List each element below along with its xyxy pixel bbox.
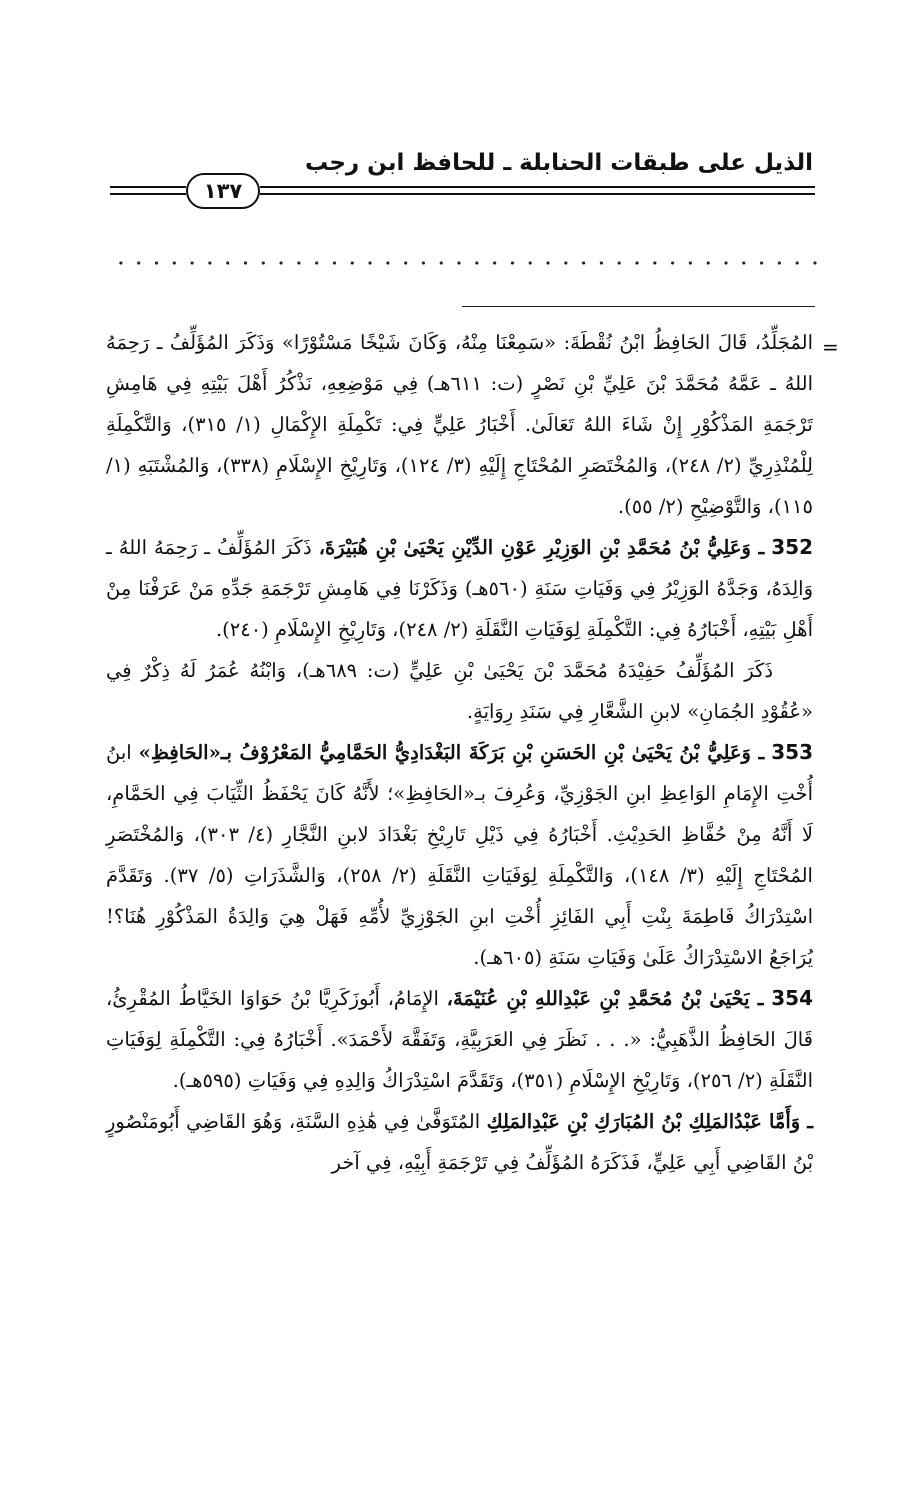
footnote-entry xyxy=(106,1101,813,1183)
footnote-entry xyxy=(106,527,813,650)
entry-number: 353 xyxy=(771,740,813,764)
paragraph-text: المُتَوَفَّىٰ فِي هَٰذِهِ السَّنَةِ، وَهُوَ القَاضِي أَبُومَنْصُورٍ بْنُ القَاضِي أَبِي عَلِيٍّ، فَذَكَرَهُ المُؤَلِّفُ فِي تَرْجَمَةِ أَبِيْهِ، فِي آخر xyxy=(106,1110,813,1174)
footnote-paragraph xyxy=(106,322,813,527)
entry-name: ـ يَحْيَىٰ بْنُ مُحَمَّدِ بْنِ عَبْدِاللهِ بْنِ عُنَيْمَةَ، xyxy=(446,987,764,1010)
entry-name: ـ وَعَلِيُّ بْنُ يَحْيَىٰ بْنِ الحَسَنِ بْنِ بَرَكَةَ البَغْدَادِيُّ الحَمَّامِيُّ المَعْرُوْفُ بـ«الحَافِظِ» xyxy=(138,741,765,764)
footnote-entry xyxy=(106,978,813,1101)
footnote-rule xyxy=(462,306,815,307)
footnote-paragraph xyxy=(106,650,813,732)
dotted-separator xyxy=(112,258,824,268)
paragraph-text: الإِمَامُ، أَبُوزَكَرِيَّا بْنُ حَوَاوَا الخَيَّاطُ المُقْرِئُ، قَالَ الحَافِظُ الذَّهَبِيُّ: «. . . نَظَرَ فِي العَرَبِيَّةِ، وَتَفَقَّهَ لأَحْمَدَ». أَخْبَارُهُ فِي: التَّكْمِلَةِ لِوَفَيَاتِ النَّقَلَةِ (٢/ ٢٥٦)، وَتَارِيْخِ الإِسْلَامِ (٣٥١)، وَتَقَدَّمَ اسْتِدْرَاكُ وَالِدِهِ فِي وَفَيَاتِ (٥٩٥هـ). xyxy=(106,987,813,1092)
footnote-continuation-mark: = xyxy=(822,335,839,359)
page-number: ١٣٧ xyxy=(186,173,260,209)
entry-name: ـ وَعَلِيُّ بْنُ مُحَمَّدِ بْنِ الوَزِيْرِ عَوْنِ الدِّيْنِ يَحْيَىٰ بْنِ هُبَيْرَةَ، xyxy=(318,536,765,559)
paragraph-text: المُجَلِّدُ، قَالَ الحَافِظُ ابْنُ نُقْطَةَ: «سَمِعْنَا مِنْهُ، وَكَانَ شَيْخًا مَسْتُوْرًا» وَذَكَرَ المُؤَلِّفُ ـ رَحِمَهُ اللهُ ـ عَمَّهُ مُحَمَّدَ بْنَ عَلِيِّ بْنِ نَصْرٍ (ت: ٦١١هـ) فِي مَوْضِعِهِ، نَذْكُرُ أَهْلَ بَيْتِهِ فِي هَامِشِ تَرْجَمَةِ المَذْكُوْرِ إِنْ شَاءَ اللهُ تَعَالَىٰ. أَخْبَارُ عَلِيٍّ فِي: تَكْمِلَةِ الإِكْمَالِ (١/ ٣١٥)، وَالتَّكْمِلَةِ لِلْمُنْذِرِيِّ (٢/ ٢٤٨)، وَالمُخْتَصَرِ المُحْتَاجِ إِلَيْهِ (٣/ ١٢٤)، وَتَارِيْخِ الإِسْلَامِ (٣٣٨)، وَالمُشْتَبَهِ (١/ ١١٥)، وَالتَّوْضِيْحِ (٢/ ٥٥). xyxy=(106,331,813,518)
footnote-body xyxy=(106,322,813,1183)
paragraph-text: ذَكَرَ المُؤَلِّفُ ـ رَحِمَهُ اللهُ ـ وَالِدَهُ، وَجَدَّهُ الوَزِيْرُ فِي وَفَيَاتِ سَنَةِ (٥٦٠هـ) وَذَكَرْنَا فِي هَامِشِ تَرْجَمَةِ جَدِّهِ مَنْ عَرَفْنَا مِنْ أَهْلِ بَيْتِهِ، أَخْبَارُهُ فِي: التَّكْمِلَةِ لِوَفَيَاتِ النَّقَلَةِ (٢/ ٢٤٨)، وَتَارِيْخِ الإِسْلَامِ (٢٤٠). xyxy=(106,536,813,641)
paragraph-text: ذَكَرَ المُؤَلِّفُ حَفِيْدَهُ مُحَمَّدَ بْنَ يَحْيَىٰ بْنِ عَلِيٍّ (ت: ٦٨٩هـ)، وَابْنُهُ عُمَرُ لَهُ ذِكْرٌ فِي «عُقُوْدِ الجُمَانِ» لابنِ الشَّعَّارِ فِي سَنَدِ رِوَايَةٍ. xyxy=(106,659,813,723)
footnote-entry xyxy=(106,732,813,978)
header-rule-right xyxy=(260,186,815,195)
entry-number: 354 xyxy=(771,986,814,1010)
paragraph-text: ابنُ أُخْتِ الإِمَامِ الوَاعِظِ ابنِ الجَوْزِيِّ، وَعُرِفَ بـ«الحَافِظِ»؛ لأَنَّهُ كَانَ يَحْفَظُ الثِّيَابَ فِي الحَمَّامِ، لَا أَنَّهُ مِنْ حُفَّاظِ الحَدِيْثِ. أَخْبَارُهُ فِي ذَيْلِ تَارِيْخِ بَغْدَادَ لابنِ النَّجَّارِ (٤/ ٣٠٣)، وَالمُخْتَصَرِ المُحْتَاجِ إِلَيْهِ (٣/ ١٤٨)، وَالتَّكْمِلَةِ لِوَفَيَاتِ النَّقَلَةِ (٢/ ٢٥٨)، وَالشَّذَرَاتِ (٥/ ٣٧). وَتَقَدَّمَ اسْتِدْرَاكُ فَاطِمَةَ بِنْتِ أَبِي الفَائِزِ أُخْتِ ابنِ الجَوْزِيِّ لأُمِّهِ فَهَلْ هِيَ وَالِدَةُ المَذْكُوْرِ هُنَا؟! يُرَاجَعُ الاسْتِدْرَاكُ عَلَىٰ وَفَيَاتِ سَنَةِ (٦٠٥هـ). xyxy=(106,741,813,969)
entry-number: 352 xyxy=(771,535,813,559)
entry-name: ـ وَأَمَّا عَبْدُالمَلِكِ بْنُ المُبَارَكِ بْنِ عَبْدِالمَلِكِ xyxy=(486,1110,813,1133)
running-title: الذيل على طبقات الحنابلة ـ للحافظ ابن رجب xyxy=(304,150,813,176)
header-rule-left xyxy=(110,186,186,195)
